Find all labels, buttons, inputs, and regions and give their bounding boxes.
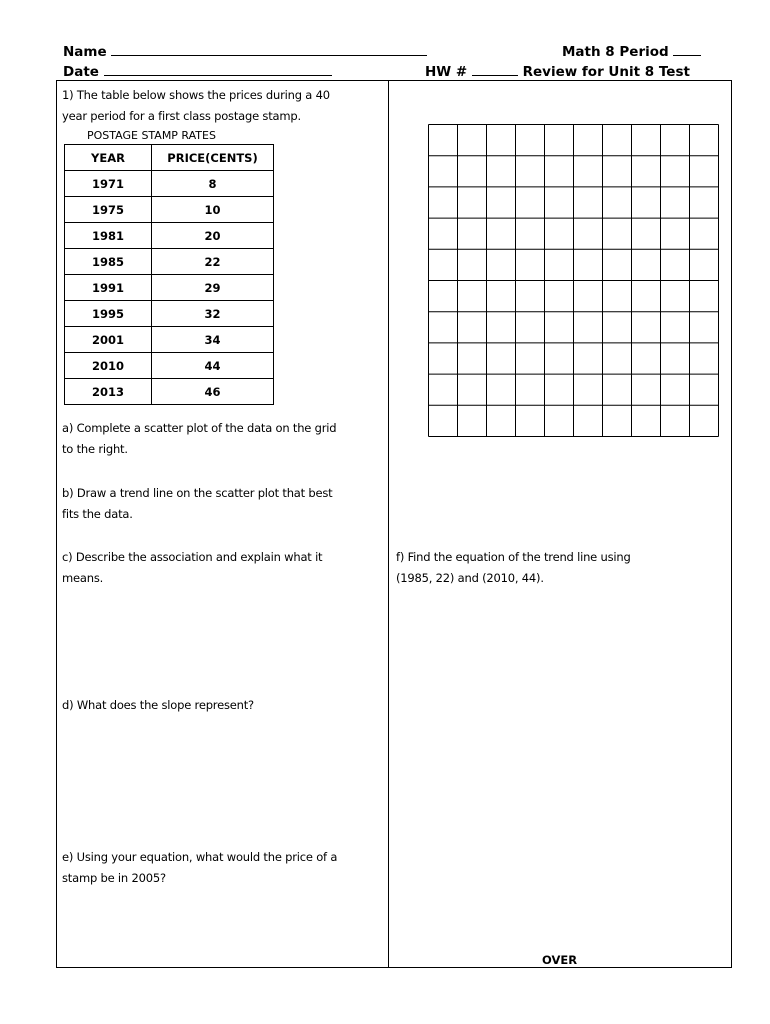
year-cell: 2010: [65, 353, 152, 379]
review-title: Review for Unit 8 Test: [522, 64, 690, 80]
year-cell: 1991: [65, 275, 152, 301]
year-cell: 1971: [65, 171, 152, 197]
year-cell: 2001: [65, 327, 152, 353]
question-e: [62, 847, 337, 889]
period-blank[interactable]: [673, 43, 701, 56]
date-blank[interactable]: [104, 63, 332, 76]
table-row: [65, 301, 274, 327]
table-row: [65, 197, 274, 223]
question-f-line-2: (1985, 22) and (2010, 44).: [396, 571, 544, 585]
price-cell: 8: [152, 171, 274, 197]
price-cell: 29: [152, 275, 274, 301]
question-d-line-1: d) What does the slope represent?: [62, 698, 254, 712]
header-year: YEAR: [65, 145, 152, 171]
hw-label: HW #: [425, 64, 468, 80]
year-cell: 1981: [65, 223, 152, 249]
year-cell: 1995: [65, 301, 152, 327]
question-c-line-2: means.: [62, 571, 104, 585]
q1-intro: [62, 85, 330, 127]
table-row: [65, 379, 274, 405]
year-cell: 1985: [65, 249, 152, 275]
price-cell: 10: [152, 197, 274, 223]
question-a-line-2: to the right.: [62, 442, 128, 456]
question-f: [396, 547, 631, 589]
year-cell: 2013: [65, 379, 152, 405]
header-price: PRICE(CENTS): [152, 145, 274, 171]
question-d: [62, 695, 254, 716]
question-e-line-1: e) Using your equation, what would the price of a: [62, 850, 338, 864]
question-b-line-2: fits the data.: [62, 507, 133, 521]
course-label: Math 8 Period: [562, 44, 669, 60]
question-a-line-1: a) Complete a scatter plot of the data on the grid: [62, 421, 337, 435]
q1-intro-line-1: 1) The table below shows the prices during a 40: [62, 88, 330, 102]
hw-blank[interactable]: [472, 63, 518, 76]
worksheet-box: [56, 80, 732, 968]
question-f-line-1: f) Find the equation of the trend line using: [396, 550, 631, 564]
scatter-plot-grid[interactable]: [428, 124, 719, 437]
date-line: [63, 63, 332, 80]
table-title: POSTAGE STAMP RATES: [87, 129, 216, 142]
question-b-line-1: b) Draw a trend line on the scatter plot that best: [62, 486, 333, 500]
course-line: [562, 43, 701, 60]
date-label: Date: [63, 64, 99, 80]
question-c: [62, 547, 322, 589]
table-row: [65, 275, 274, 301]
price-cell: 32: [152, 301, 274, 327]
table-row: [65, 249, 274, 275]
question-a: [62, 418, 336, 460]
over-label: OVER: [542, 953, 578, 967]
question-b: [62, 483, 332, 525]
table-row: [65, 327, 274, 353]
hw-line: [425, 63, 690, 80]
column-divider: [388, 81, 389, 967]
price-cell: 44: [152, 353, 274, 379]
name-label: Name: [63, 44, 107, 60]
price-cell: 34: [152, 327, 274, 353]
postage-rates-table: [64, 144, 274, 405]
table-header-row: [65, 145, 274, 171]
year-cell: 1975: [65, 197, 152, 223]
table-row: [65, 171, 274, 197]
name-blank[interactable]: [111, 43, 427, 56]
question-c-line-1: c) Describe the association and explain what it: [62, 550, 323, 564]
name-line: [63, 43, 427, 60]
q1-intro-line-2: year period for a first class postage stamp.: [62, 109, 301, 123]
table-row: [65, 353, 274, 379]
question-e-line-2: stamp be in 2005?: [62, 871, 166, 885]
table-row: [65, 223, 274, 249]
price-cell: 22: [152, 249, 274, 275]
price-cell: 20: [152, 223, 274, 249]
price-cell: 46: [152, 379, 274, 405]
